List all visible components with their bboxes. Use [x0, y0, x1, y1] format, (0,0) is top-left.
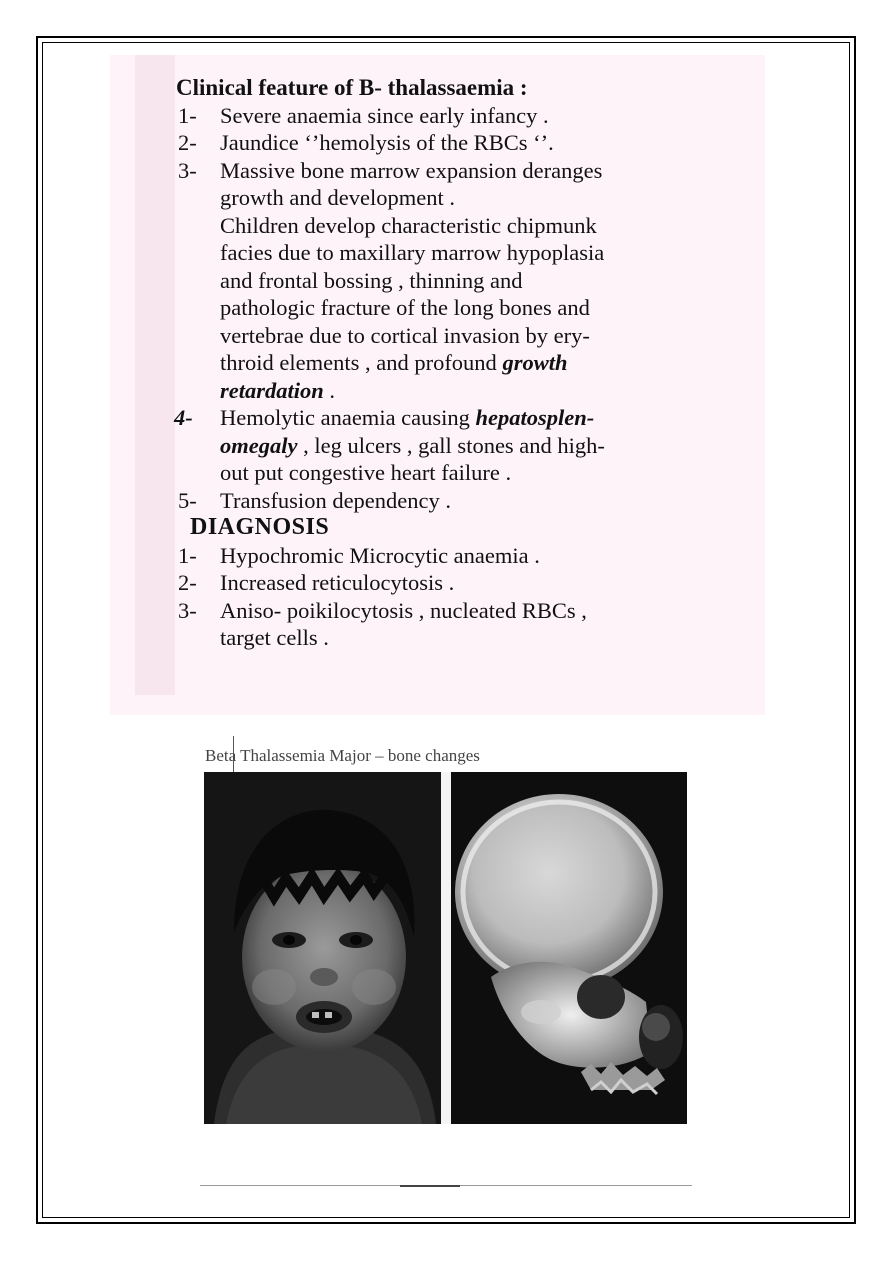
item-text-part: Hemolytic anaemia causing: [220, 405, 476, 430]
item-text-part: , leg ulcers , gall stones and high-: [297, 432, 605, 458]
item-number: 5-: [178, 487, 197, 513]
item-text: Transfusion dependency .: [220, 487, 452, 513]
item-number: 3-: [178, 597, 197, 623]
item-text: Severe anaemia since early infancy .: [220, 102, 549, 128]
item-text: out put congestive heart failure .: [220, 460, 512, 485]
image-gap: [441, 772, 451, 1124]
list-item: [176, 157, 766, 405]
emphasis-text: retardation: [220, 377, 324, 403]
item-text: [220, 377, 766, 405]
item-text: Increased reticulocytosis .: [220, 570, 455, 595]
item-text: Massive bone marrow expansion deranges: [220, 157, 603, 183]
diagnosis-heading: DIAGNOSIS: [190, 514, 330, 540]
item-number: 4-: [174, 405, 193, 430]
item-text: [220, 404, 766, 432]
item-text: Aniso- poikilocytosis , nucleated RBCs ,: [220, 597, 587, 623]
bottom-rule-mark: [400, 1185, 460, 1187]
clinical-features-text: [176, 74, 766, 652]
item-number: 2-: [178, 130, 197, 155]
emphasis-text: hepatosplen-: [475, 405, 595, 430]
list-item: [176, 487, 766, 515]
item-text: pathologic fracture of the long bones and: [220, 295, 590, 320]
item-number: 1-: [178, 542, 197, 568]
item-text-part: throid elements , and profound: [220, 350, 503, 375]
item-text: and frontal bossing , thinning and: [220, 267, 523, 293]
emphasis-text: growth: [502, 350, 568, 375]
list-item: [176, 569, 766, 597]
item-text: facies due to maxillary marrow hypoplasia: [220, 240, 605, 265]
emphasis-text: omegaly: [220, 432, 298, 458]
list-item: [176, 102, 766, 130]
item-text: growth and development .: [220, 185, 455, 210]
list-item: [176, 129, 766, 157]
item-text: target cells .: [220, 625, 329, 650]
item-text: Children develop characteristic chipmunk: [220, 212, 597, 238]
skull-xray: [451, 772, 687, 1124]
list-item: [176, 404, 766, 487]
item-text-part: .: [323, 377, 336, 403]
list-item: [176, 597, 766, 652]
child-face-photo: [204, 772, 441, 1124]
child-face-illustration: [204, 772, 441, 1124]
section-heading: Clinical feature of B- thalassaemia :: [176, 75, 528, 100]
skull-xray-illustration: [451, 772, 687, 1124]
figure-caption: Beta Thalassemia Major – bone changes: [205, 746, 480, 765]
item-text: Hypochromic Microcytic anaemia .: [220, 542, 540, 568]
item-number: 1-: [178, 102, 197, 128]
item-text: [220, 432, 766, 460]
item-text: [220, 349, 766, 377]
scan-shadow: [135, 55, 175, 695]
item-text: vertebrae due to cortical invasion by ery-: [220, 322, 590, 348]
list-item: [176, 542, 766, 570]
item-text: Jaundice ‘’hemolysis of the RBCs ‘’.: [220, 130, 554, 155]
item-number: 3-: [178, 157, 197, 183]
item-number: 2-: [178, 570, 197, 595]
